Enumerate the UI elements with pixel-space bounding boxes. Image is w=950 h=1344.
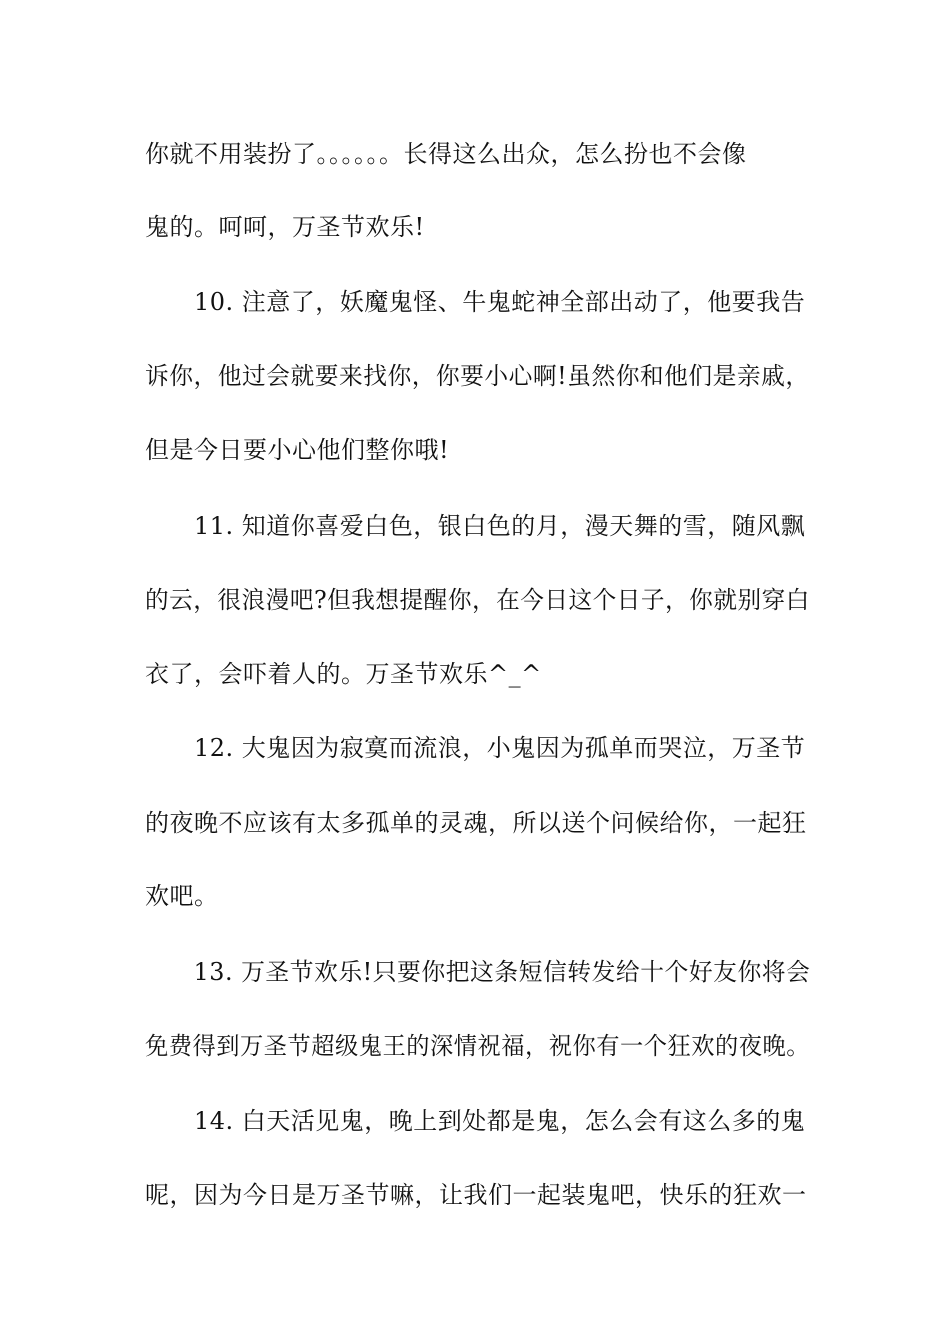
text-line: 鬼的。呵呵，万圣节欢乐!	[145, 213, 425, 241]
text-line: 13. 万圣节欢乐!只要你把这条短信转发给十个好友你将会	[145, 958, 811, 986]
text-line: 免费得到万圣节超级鬼王的深情祝福，祝你有一个狂欢的夜晚。	[145, 1032, 810, 1060]
text-line: 10. 注意了，妖魔鬼怪、牛鬼蛇神全部出动了，他要我告	[145, 288, 806, 316]
text-line: 的云，很浪漫吧?但我想提醒你，在今日这个日子，你就别穿白	[145, 586, 810, 614]
text-line: 11. 知道你喜爱白色，银白色的月，漫天舞的雪，随风飘	[145, 512, 806, 540]
text-line: 的夜晚不应该有太多孤单的灵魂，所以送个问候给你，一起狂	[145, 809, 807, 837]
text-line: 呢，因为今日是万圣节嘛，让我们一起装鬼吧，快乐的狂欢一	[145, 1181, 807, 1209]
text-line: 14. 白天活见鬼，晚上到处都是鬼，怎么会有这么多的鬼	[145, 1107, 806, 1135]
text-line: 但是今日要小心他们整你哦!	[145, 436, 450, 464]
text-line: 欢吧。	[145, 882, 219, 910]
text-line: 你就不用装扮了。。。。。。长得这么出众，怎么扮也不会像	[145, 140, 747, 168]
text-line: 诉你，他过会就要来找你，你要小心啊!虽然你和他们是亲戚，	[145, 362, 810, 390]
text-line: 衣了，会吓着人的。万圣节欢乐^_^	[145, 660, 542, 688]
text-line: 12. 大鬼因为寂寞而流浪，小鬼因为孤单而哭泣，万圣节	[145, 734, 806, 762]
